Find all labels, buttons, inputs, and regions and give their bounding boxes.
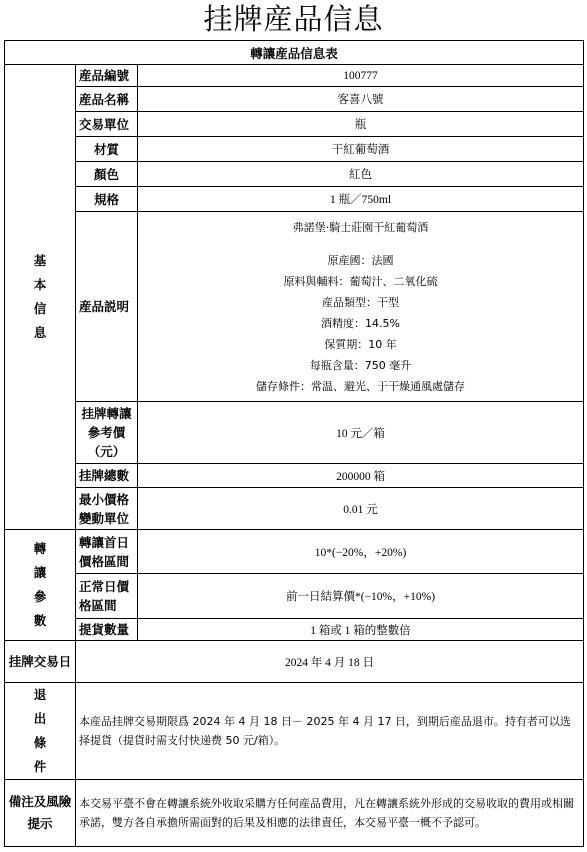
label-delivery-quantity: 提貨數量	[76, 619, 138, 641]
value-spec: 1 瓶／750ml	[138, 187, 584, 212]
value-reference-price: 10 元／箱	[138, 402, 584, 464]
value-min-price-tick: 0.01 元	[138, 488, 584, 530]
value-delivery-quantity: 1 箱或 1 箱的整數倍	[138, 619, 584, 641]
delisting-text: 本産品挂牌交易期限爲 2024 年 4 月 18 日－ 2025 年 4 月 17 日，到期后産品退市。持有者可以选择提貨（提貨时需支付快递费 50 元/箱）。	[76, 683, 584, 780]
label-listing-date: 挂牌交易日	[5, 641, 76, 683]
label-reference-price: 挂牌轉讓參考價（元）	[76, 402, 138, 464]
description-line: 原料與輔料：葡萄汁、二氧化硫	[283, 274, 438, 288]
description-line: 每瓶含量：750 毫升	[309, 358, 412, 372]
description-line: 儲存條件：常温、避光、于干燥通風處儲存	[256, 379, 465, 393]
label-normal-day-range: 正常日價格區間	[76, 574, 138, 619]
description-line: 原産國：法國	[327, 253, 394, 267]
label-color: 顏色	[76, 162, 138, 187]
section-delisting-conditions: 退 出 條 件	[5, 683, 76, 780]
value-listing-total: 200000 箱	[138, 464, 584, 488]
table-caption: 轉讓産品信息表	[5, 41, 584, 65]
value-first-day-range: 10*(−20%，+20%)	[138, 530, 584, 574]
label-trade-unit: 交易單位	[76, 112, 138, 137]
notes-risk-text: 本交易平臺不會在轉讓系統外收取采購方任何産品費用，凡在轉讓系統外形成的交易收取的費用或相關承諾，雙方各自承擔所需面對的后果及相應的法律責任，本交易平臺一概不予認可。	[76, 780, 584, 847]
label-first-day-range: 轉讓首日價格區間	[76, 530, 138, 574]
value-trade-unit: 瓶	[138, 112, 584, 137]
description-line: 保質期：10 年	[324, 337, 397, 351]
value-material: 干紅葡萄酒	[138, 137, 584, 162]
label-material: 材質	[76, 137, 138, 162]
value-color: 紅色	[138, 162, 584, 187]
label-min-price-tick: 最小價格變動單位	[76, 488, 138, 530]
value-listing-date: 2024 年 4 月 18 日	[76, 641, 584, 683]
page-title: 挂牌産品信息	[203, 2, 384, 36]
label-notes-risk: 備注及風險提示	[5, 780, 76, 847]
description-title: 弗諾堡·騎士莊園干紅葡萄酒	[292, 220, 429, 234]
label-description: 産品説明	[76, 212, 138, 402]
description-line: 酒精度：14.5%	[321, 316, 400, 330]
value-normal-day-range: 前一日結算價*(−10%，+10%)	[138, 574, 584, 619]
description-line: 産品類型：干型	[322, 295, 399, 309]
label-spec: 規格	[76, 187, 138, 212]
label-listing-total: 挂牌總數	[76, 464, 138, 488]
label-product-name: 産品名稱	[76, 87, 138, 112]
label-product-code: 産品編號	[76, 65, 138, 87]
value-product-code: 100777	[138, 65, 584, 87]
value-product-name: 客喜八號	[138, 87, 584, 112]
section-transfer-params: 轉 讓 參 數	[5, 530, 76, 641]
product-info-table	[4, 40, 584, 847]
section-basic-info: 基 本 信 息	[5, 65, 76, 530]
product-description	[138, 212, 584, 402]
